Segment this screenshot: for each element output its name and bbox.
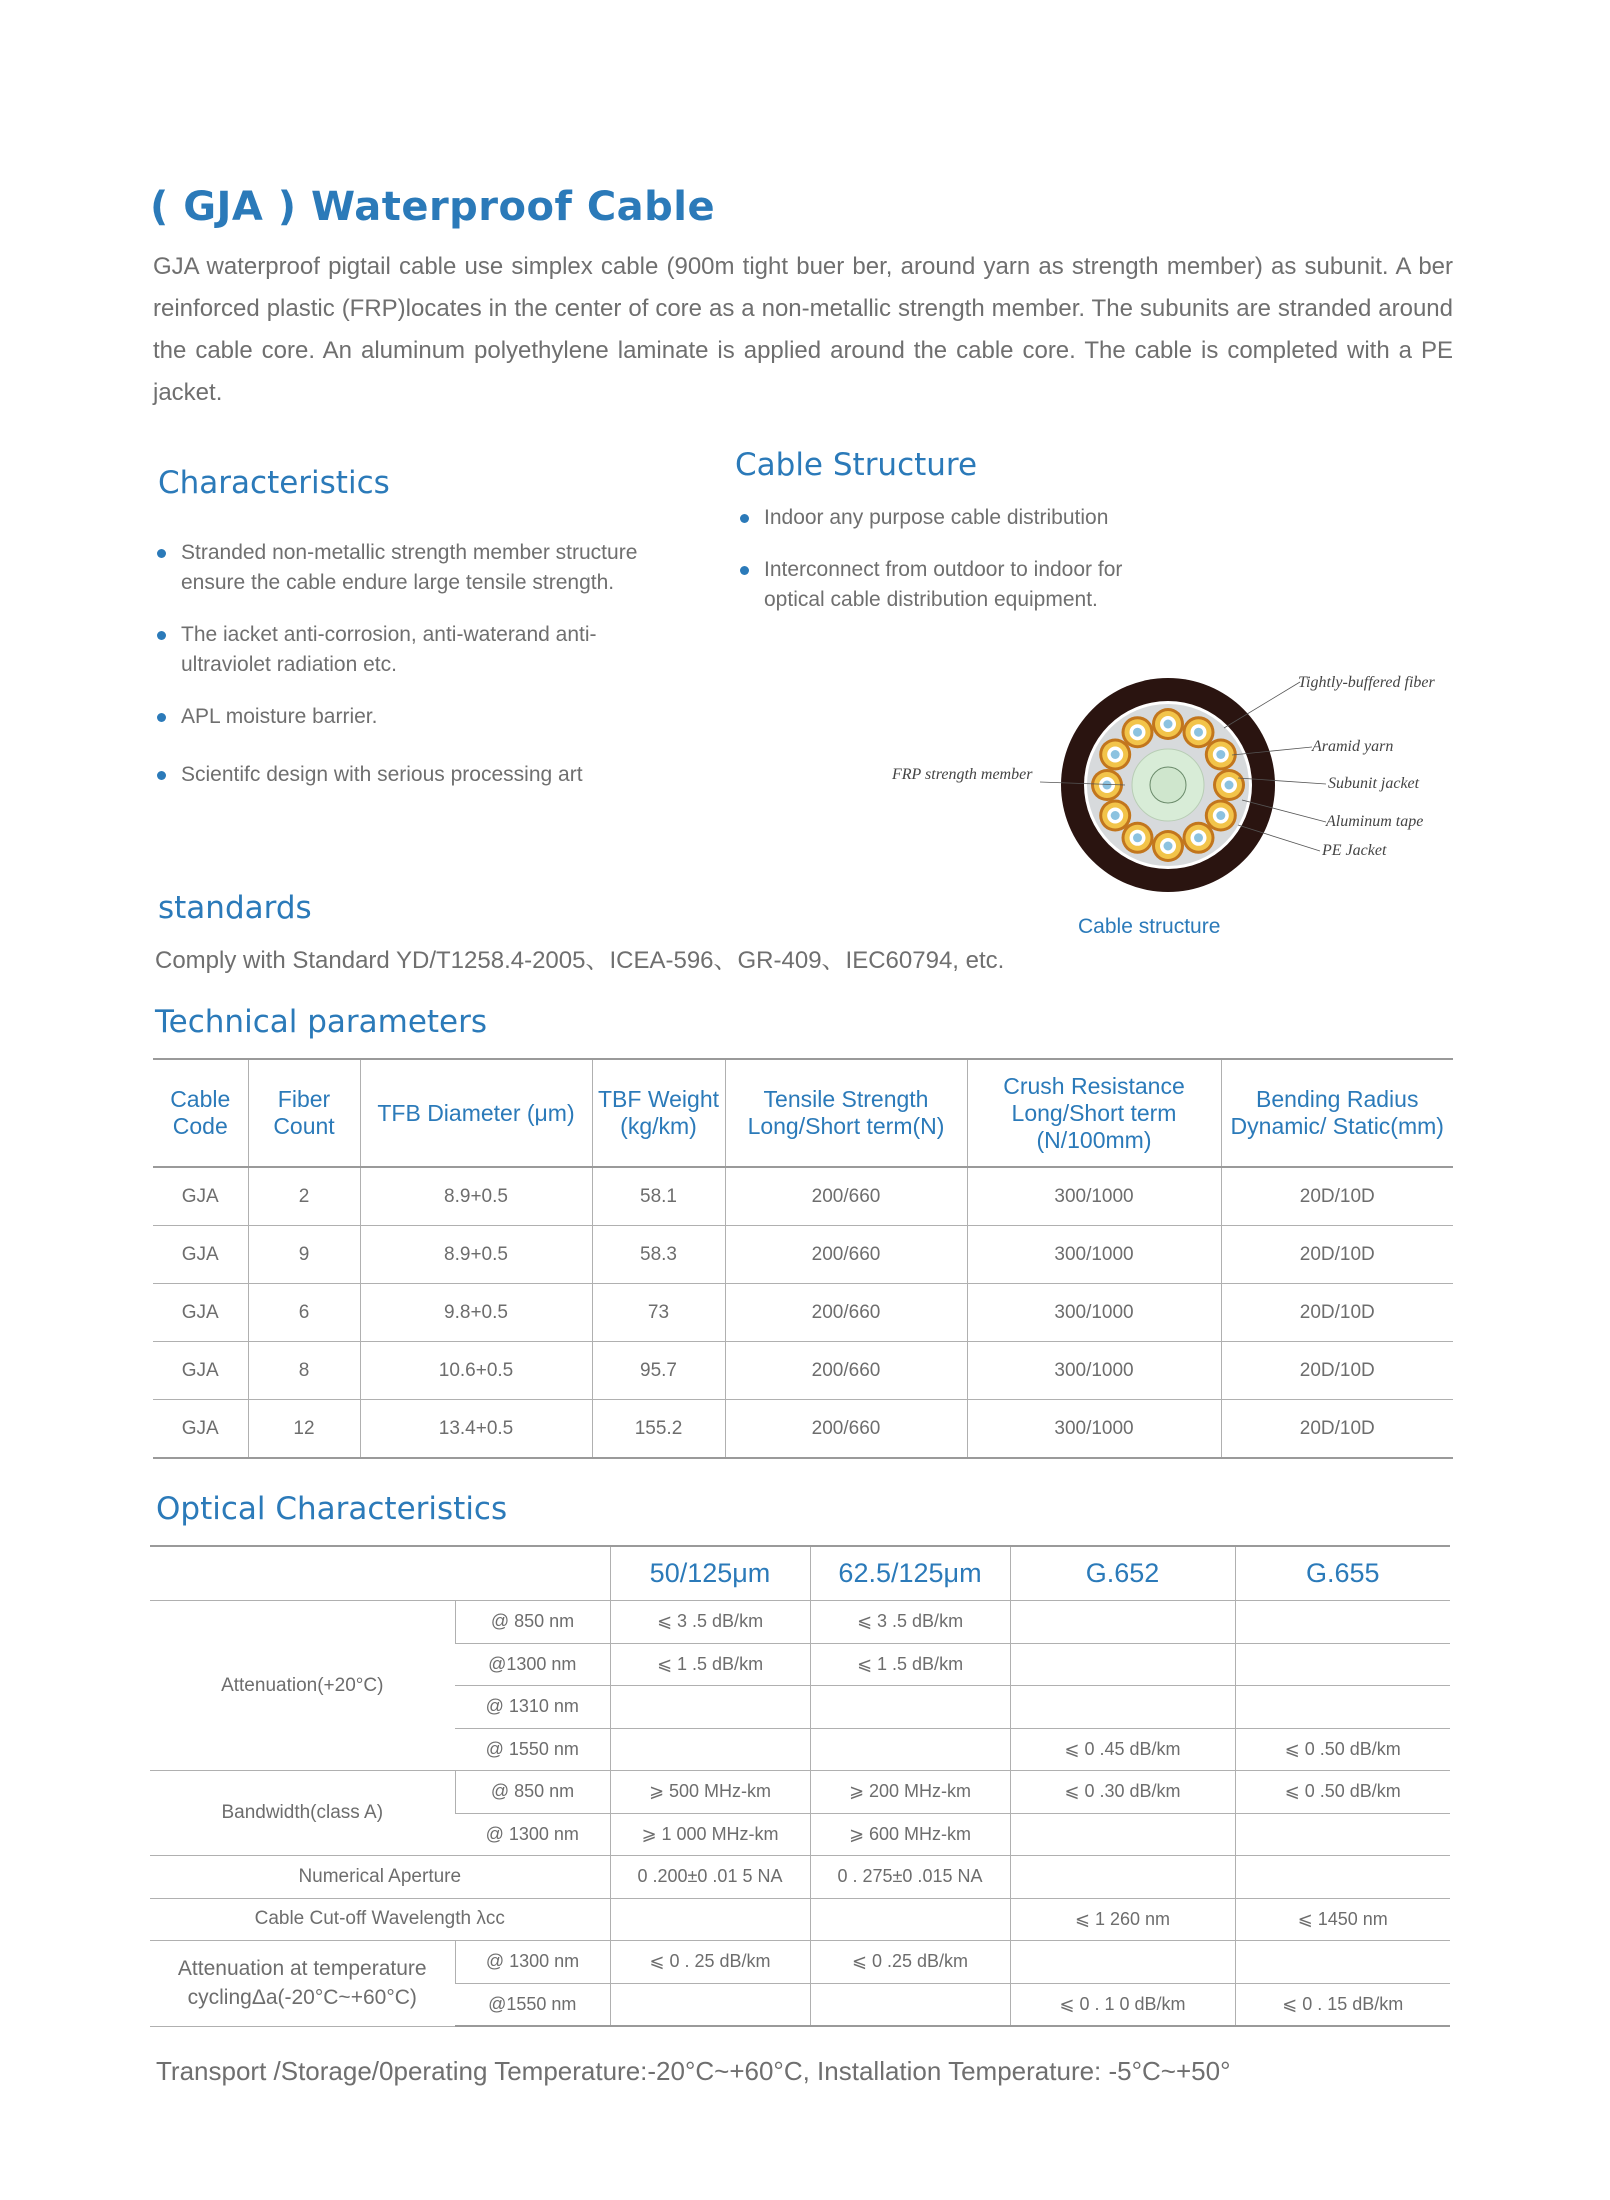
- table-cell: 20D/10D: [1221, 1342, 1453, 1400]
- subunit-fiber-shape: [1133, 728, 1142, 737]
- value-cell: [1235, 1686, 1450, 1729]
- value-cell: 0 . 275±0 .015 NA: [810, 1856, 1010, 1899]
- table-row: [153, 1284, 1453, 1342]
- diagram-caption: Cable structure: [1078, 915, 1221, 938]
- table-cell: GJA: [153, 1400, 248, 1459]
- table-cell: 58.3: [592, 1226, 725, 1284]
- table-row: [150, 1856, 1450, 1899]
- value-cell: ⩽ 0 . 25 dB/km: [610, 1941, 810, 1984]
- table-cell: 300/1000: [967, 1167, 1221, 1226]
- subunit-fiber-shape: [1216, 811, 1225, 820]
- table-cell: 20D/10D: [1221, 1284, 1453, 1342]
- wavelength-cell: @ 1300 nm: [455, 1813, 610, 1856]
- optical-heading: Optical Characteristics: [156, 1491, 508, 1527]
- table-cell: 12: [248, 1400, 360, 1459]
- value-cell: [810, 1686, 1010, 1729]
- table-cell: 200/660: [725, 1284, 967, 1342]
- table-cell: 2: [248, 1167, 360, 1226]
- value-cell: ⩾ 500 MHz-km: [610, 1771, 810, 1814]
- row-label: Bandwidth(class A): [150, 1771, 455, 1856]
- list-item: Scientifc design with serious processing art: [155, 760, 645, 790]
- value-cell: ⩾ 600 MHz-km: [810, 1813, 1010, 1856]
- table-cell: 20D/10D: [1221, 1226, 1453, 1284]
- subunit-fiber-shape: [1194, 833, 1203, 842]
- value-cell: [1010, 1941, 1235, 1984]
- value-cell: [610, 1686, 810, 1729]
- column-header: Fiber Count: [248, 1059, 360, 1167]
- list-item: The iacket anti-corrosion, anti-waterand anti-ultraviolet radiation etc.: [155, 620, 645, 680]
- table-cell: 300/1000: [967, 1342, 1221, 1400]
- table-cell: 300/1000: [967, 1284, 1221, 1342]
- subunit-fiber-shape: [1133, 833, 1142, 842]
- row-label: Cable Cut-off Wavelength λcc: [150, 1898, 610, 1941]
- table-cell: 8.9+0.5: [360, 1226, 592, 1284]
- bullet-icon: [740, 514, 749, 523]
- table-row: [153, 1167, 1453, 1226]
- frp-label: FRP strength member: [892, 766, 1033, 783]
- subunit-fiber-shape: [1194, 728, 1203, 737]
- intro-paragraph: GJA waterproof pigtail cable use simplex cable (900m tight buer ber, around yarn as strength member) as subunit. A ber reinforced plastic (FRP)locates in the center of core as a non-metallic strength member. The subunits are stranded around the cable core. An aluminum polyethylene laminate is applied around the cable core. The cable is completed with a PE jacket.: [153, 253, 1453, 406]
- value-cell: [810, 1728, 1010, 1771]
- row-label: Attenuation(+20°C): [150, 1601, 455, 1771]
- value-cell: [810, 1983, 1010, 2026]
- table-cell: 10.6+0.5: [360, 1342, 592, 1400]
- table-cell: 9: [248, 1226, 360, 1284]
- table-row: [153, 1400, 1453, 1459]
- table-cell: 155.2: [592, 1400, 725, 1459]
- value-cell: ⩽ 0 .50 dB/km: [1235, 1771, 1450, 1814]
- table-cell: 200/660: [725, 1226, 967, 1284]
- list-item: Stranded non-metallic strength member structure ensure the cable endure large tensile strength.: [155, 538, 645, 598]
- column-header: Cable Code: [153, 1059, 248, 1167]
- subunit-fiber-shape: [1103, 781, 1112, 790]
- value-cell: [610, 1898, 810, 1941]
- tight-fiber-label: Tightly-buffered fiber: [1298, 674, 1435, 691]
- technical-heading: Technical parameters: [155, 1004, 488, 1040]
- table-row: [150, 1601, 1450, 1644]
- value-cell: ⩽ 0 .30 dB/km: [1010, 1771, 1235, 1814]
- wavelength-cell: @1550 nm: [455, 1983, 610, 2026]
- value-cell: [1235, 1643, 1450, 1686]
- value-cell: ⩾ 200 MHz-km: [810, 1771, 1010, 1814]
- subunit-fiber-shape: [1225, 781, 1234, 790]
- value-cell: ⩽ 0 . 15 dB/km: [1235, 1983, 1450, 2026]
- table-cell: GJA: [153, 1342, 248, 1400]
- subunit-fiber-shape: [1164, 720, 1173, 729]
- aramid-yarn-label: Aramid yarn: [1312, 738, 1394, 755]
- value-cell: ⩽ 1 .5 dB/km: [610, 1643, 810, 1686]
- table-cell: 58.1: [592, 1167, 725, 1226]
- bullet-icon: [157, 771, 166, 780]
- value-cell: ⩽ 3 .5 dB/km: [610, 1601, 810, 1644]
- value-cell: [1010, 1813, 1235, 1856]
- standards-text: Comply with Standard YD/T1258.4-2005、ICEA-596、GR-409、IEC60794, etc.: [155, 947, 1005, 974]
- value-cell: [1010, 1856, 1235, 1899]
- table-header-row: [150, 1546, 1450, 1601]
- column-header: G.655: [1235, 1546, 1450, 1601]
- table-row: [153, 1226, 1453, 1284]
- corner-cell: [150, 1546, 610, 1601]
- technical-table-body: [153, 1167, 1453, 1458]
- frp-core-shape: [1150, 767, 1186, 803]
- value-cell: [1010, 1686, 1235, 1729]
- table-cell: 73: [592, 1284, 725, 1342]
- value-cell: [610, 1983, 810, 2026]
- table-row: [150, 1941, 1450, 1984]
- table-cell: 8.9+0.5: [360, 1167, 592, 1226]
- list-item: APL moisture barrier.: [155, 702, 645, 732]
- technical-parameters-table: [153, 1058, 1453, 1459]
- column-header: TBF Weight (kg/km): [592, 1059, 725, 1167]
- pe-jacket-label: PE Jacket: [1322, 842, 1387, 859]
- row-label: Numerical Aperture: [150, 1856, 610, 1899]
- standards-heading: standards: [158, 890, 312, 926]
- table-row: [150, 1771, 1450, 1814]
- subunit-jacket-label: Subunit jacket: [1328, 775, 1420, 792]
- table-cell: GJA: [153, 1167, 248, 1226]
- table-cell: GJA: [153, 1226, 248, 1284]
- value-cell: [810, 1898, 1010, 1941]
- wavelength-cell: @ 1310 nm: [455, 1686, 610, 1729]
- bullet-icon: [740, 566, 749, 575]
- bullet-icon: [157, 631, 166, 640]
- value-cell: ⩽ 1450 nm: [1235, 1898, 1450, 1941]
- value-cell: ⩾ 1 000 MHz-km: [610, 1813, 810, 1856]
- list-item: Indoor any purpose cable distribution: [738, 503, 1158, 533]
- wavelength-cell: @ 1300 nm: [455, 1941, 610, 1984]
- table-cell: GJA: [153, 1284, 248, 1342]
- column-header: Crush Resistance Long/Short term (N/100mm): [967, 1059, 1221, 1167]
- table-cell: 6: [248, 1284, 360, 1342]
- characteristics-heading: Characteristics: [158, 465, 390, 501]
- wavelength-cell: @ 850 nm: [455, 1601, 610, 1644]
- value-cell: [1010, 1601, 1235, 1644]
- value-cell: [610, 1728, 810, 1771]
- row-label: Attenuation at temperature cyclingΔa(-20°C~+60°C): [150, 1941, 455, 2027]
- table-cell: 300/1000: [967, 1226, 1221, 1284]
- table-row: [153, 1342, 1453, 1400]
- column-header: 62.5/125μm: [810, 1546, 1010, 1601]
- table-cell: 9.8+0.5: [360, 1284, 592, 1342]
- table-cell: 20D/10D: [1221, 1400, 1453, 1459]
- subunit-fiber-shape: [1164, 842, 1173, 851]
- table-cell: 20D/10D: [1221, 1167, 1453, 1226]
- value-cell: ⩽ 0 .50 dB/km: [1235, 1728, 1450, 1771]
- table-cell: 200/660: [725, 1167, 967, 1226]
- value-cell: 0 .200±0 .01 5 NA: [610, 1856, 810, 1899]
- table-cell: 200/660: [725, 1400, 967, 1459]
- value-cell: ⩽ 1 .5 dB/km: [810, 1643, 1010, 1686]
- subunit-fiber-shape: [1111, 750, 1120, 759]
- table-cell: 300/1000: [967, 1400, 1221, 1459]
- table-row: [150, 1898, 1450, 1941]
- aluminum-tape-label: Aluminum tape: [1326, 813, 1424, 830]
- value-cell: [1235, 1856, 1450, 1899]
- value-cell: [1235, 1941, 1450, 1984]
- list-item: Interconnect from outdoor to indoor for optical cable distribution equipment.: [738, 555, 1158, 615]
- cable-structure-heading: Cable Structure: [735, 447, 978, 483]
- table-cell: 200/660: [725, 1342, 967, 1400]
- table-cell: 13.4+0.5: [360, 1400, 592, 1459]
- bullet-icon: [157, 549, 166, 558]
- value-cell: [1010, 1643, 1235, 1686]
- characteristics-list: [155, 538, 645, 790]
- subunit-fiber-shape: [1111, 811, 1120, 820]
- value-cell: ⩽ 0 .25 dB/km: [810, 1941, 1010, 1984]
- table-header-row: [153, 1059, 1453, 1167]
- column-header: TFB Diameter (μm): [360, 1059, 592, 1167]
- column-header: G.652: [1010, 1546, 1235, 1601]
- value-cell: ⩽ 3 .5 dB/km: [810, 1601, 1010, 1644]
- bullet-icon: [157, 713, 166, 722]
- value-cell: [1235, 1601, 1450, 1644]
- cable-structure-list: [738, 503, 1158, 615]
- value-cell: [1235, 1813, 1450, 1856]
- subunit-fiber-shape: [1216, 750, 1225, 759]
- wavelength-cell: @ 1550 nm: [455, 1728, 610, 1771]
- value-cell: ⩽ 1 260 nm: [1010, 1898, 1235, 1941]
- table-cell: 95.7: [592, 1342, 725, 1400]
- wavelength-cell: @1300 nm: [455, 1643, 610, 1686]
- optical-characteristics-table: [150, 1545, 1450, 2027]
- value-cell: ⩽ 0 . 1 0 dB/km: [1010, 1983, 1235, 2026]
- column-header: Bending Radius Dynamic/ Static(mm): [1221, 1059, 1453, 1167]
- value-cell: ⩽ 0 .45 dB/km: [1010, 1728, 1235, 1771]
- table-cell: 8: [248, 1342, 360, 1400]
- wavelength-cell: @ 850 nm: [455, 1771, 610, 1814]
- column-header: 50/125μm: [610, 1546, 810, 1601]
- column-header: Tensile Strength Long/Short term(N): [725, 1059, 967, 1167]
- temperature-footer: Transport /Storage/0perating Temperature:-20°C~+60°C, Installation Temperature: -5°C~+50°: [156, 2056, 1231, 2086]
- page-title: ( GJA ) Waterproof Cable: [150, 184, 716, 230]
